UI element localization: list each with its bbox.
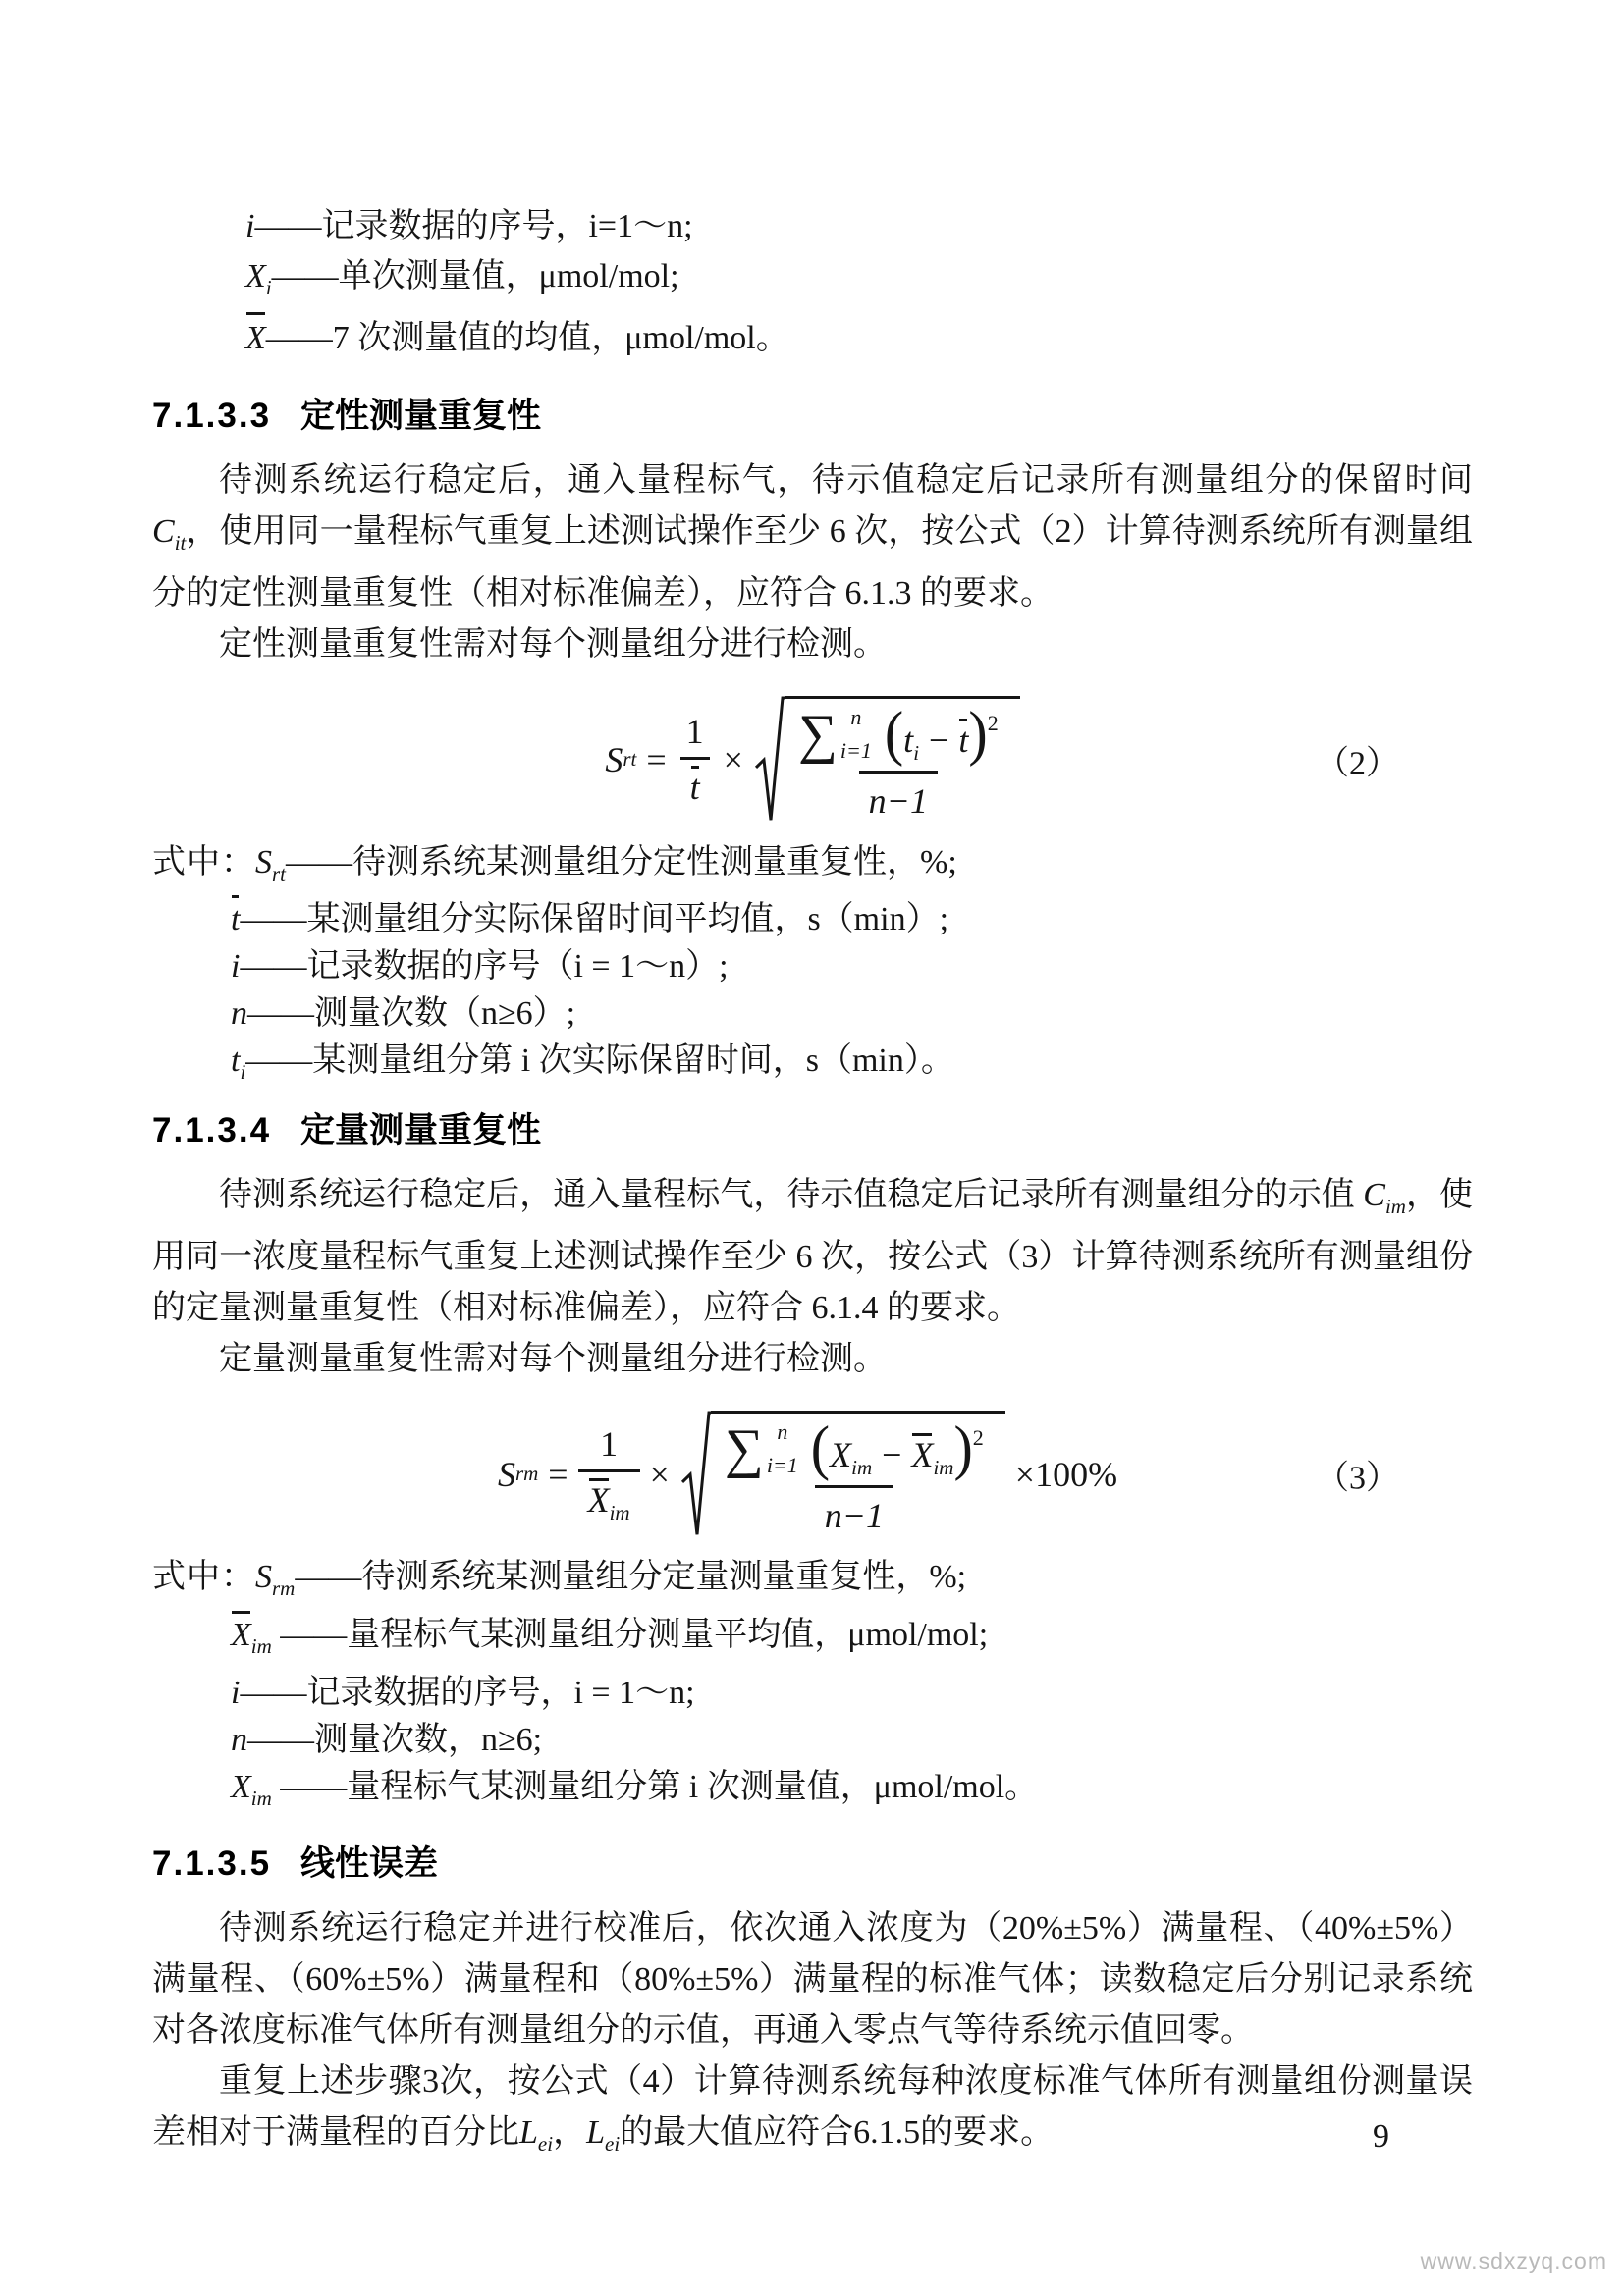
symbol-subscript: i (240, 1060, 246, 1085)
formula-3-definitions (152, 1554, 1473, 1821)
symbol-subscript: i (265, 275, 272, 299)
close-paren: ) (953, 1413, 973, 1482)
var-ti: t (903, 720, 914, 760)
minus-sign: − (882, 1434, 902, 1474)
square-root (681, 1411, 1005, 1538)
paragraph (152, 619, 1473, 670)
times-sign: × (723, 739, 743, 779)
definition-item (152, 1764, 1473, 1822)
definition-item (152, 990, 1473, 1038)
equals-sign: = (548, 1454, 568, 1494)
paragraph-text: 定量测量重复性需对每个测量组分进行检测。 (219, 1340, 887, 1377)
var-t-mean: t (958, 720, 969, 760)
inline-var-Lei: L (586, 2114, 605, 2152)
fraction (677, 711, 714, 808)
summation (797, 703, 872, 765)
fraction-numerator: 1 (600, 1423, 619, 1464)
sum-upper-limit: n (850, 704, 862, 729)
summation-limits (766, 1418, 798, 1477)
fraction (715, 1413, 994, 1536)
inline-var-subscript: im (1384, 1194, 1406, 1218)
symbol-Xim-bar: X (231, 1612, 251, 1659)
var-S-subscript: rm (514, 1462, 539, 1486)
definition-item (152, 1717, 1473, 1764)
paragraph (152, 1170, 1473, 1334)
var-ti-subscript: i (913, 740, 920, 765)
definition-item (152, 943, 1473, 990)
inline-var-Cit: C (152, 512, 175, 550)
definition-text: ——待测系统某测量组分定性测量重复性，%; (286, 843, 957, 881)
symbol-Xim: X (231, 1768, 251, 1805)
paragraph-text: 的最大值应符合6.1.5的要求。 (620, 2114, 1055, 2152)
radical-icon (681, 1411, 711, 1538)
section-number: 7.1.3.3 (152, 396, 272, 435)
radicand (711, 1411, 1005, 1538)
var-S-subscript: rt (623, 747, 637, 772)
section-title: 定量测量重复性 (300, 1111, 542, 1150)
definition-text: ——某测量组分第 i 次实际保留时间，s（min）。 (245, 1042, 954, 1080)
paragraph-text: 待测系统运行稳定后，通入量程标气，待示值稳定后记录所有测量组分的示值 (219, 1177, 1364, 1214)
symbol-subscript: im (250, 1633, 272, 1658)
paragraph-text: 待测系统运行稳定后，通入量程标气，待示值稳定后记录所有测量组分的保留时间 (219, 461, 1473, 499)
paragraph (152, 1334, 1473, 1385)
definition-prefix: 式中： (152, 1558, 255, 1595)
definition-text: ——待测系统某测量组分定量测量重复性，%; (295, 1558, 967, 1595)
section-heading-7135 (152, 1842, 1473, 1886)
symbol-Srm: S (255, 1558, 272, 1595)
symbol-subscript: im (250, 1786, 272, 1810)
equation-number: （3） (1316, 1460, 1399, 1497)
formula-2 (152, 686, 1473, 833)
definition-item (152, 1612, 1473, 1670)
definition-item (152, 201, 1473, 251)
definition-item (152, 313, 1473, 363)
paragraph-text: 待测系统运行稳定并进行校准后，依次通入浓度为（20%±5%）满量程、（40%±5%）满量程、（60%±5%）满量程和（80%±5%）满量程的标准气体；读数稳定后分别记录系统对各浓度标准气体所有测量组分的示值，再通入零点气等待系统示值回零。 (152, 1910, 1473, 2050)
inline-var-subscript: it (174, 530, 187, 555)
fraction (788, 697, 1008, 822)
minus-sign: − (929, 720, 949, 760)
definition-item (152, 839, 1473, 897)
definition-text: ——记录数据的序号，i=1～n; (254, 208, 693, 244)
var-Xim-mean-subscript: im (933, 1456, 954, 1480)
symbol-i: i (231, 1674, 241, 1711)
square-root (755, 696, 1020, 824)
fraction-numerator (715, 1413, 994, 1485)
symbol-subscript: rm (272, 1575, 296, 1600)
paragraph-text: 定性测量重复性需对每个测量组分进行检测。 (219, 625, 887, 663)
inline-var-Cim: C (1363, 1177, 1385, 1214)
fraction-numerator (788, 697, 1008, 771)
page-content (152, 201, 1473, 2169)
section-heading-7133 (152, 395, 1473, 438)
paragraph (152, 1903, 1473, 2056)
sum-lower-limit: i=1 (839, 737, 872, 763)
equals-sign: = (646, 739, 667, 779)
sum-upper-limit: n (777, 1418, 788, 1444)
section-title: 线性误差 (300, 1844, 439, 1884)
var-S: S (497, 1454, 515, 1494)
symbol-i: i (231, 948, 241, 986)
var-Xim: X (830, 1434, 852, 1474)
formula-2-definitions (152, 839, 1473, 1096)
equation-2 (605, 696, 1019, 824)
paragraph-text: ，使用同一量程标气重复上述测试操作至少 6 次，按公式（2）计算待测系统所有测量组分的定性测量重复性（相对标准偏差），应符合 6.1.3 的要求。 (152, 512, 1473, 612)
fraction-denominator: n−1 (859, 771, 938, 822)
fraction-denominator: n−1 (815, 1485, 893, 1536)
sigma-icon: ∑ (724, 1417, 764, 1479)
watermark: www.sdxzyq.com (1420, 2248, 1607, 2273)
fraction-denominator (680, 757, 710, 808)
summation (724, 1417, 798, 1479)
section-number: 7.1.3.5 (152, 1844, 272, 1884)
definition-item (152, 1038, 1473, 1095)
inline-var-Lei: L (519, 2114, 538, 2152)
symbol-n: n (231, 995, 247, 1033)
open-paren: ( (810, 1413, 831, 1482)
symbol-ti: t (231, 1042, 241, 1080)
fraction (578, 1423, 640, 1525)
paragraph-text: 重复上述步骤3次，按公式（4）计算待测系统每种浓度标准气体所有测量组份测量误差相对于满量程的百分比 (152, 2063, 1473, 2152)
var-X-subscript: im (609, 1501, 630, 1525)
section-title: 定性测量重复性 (300, 396, 542, 435)
times-100-percent: ×100% (1014, 1454, 1118, 1494)
symbol-Xbar: X (245, 313, 266, 363)
definition-prefix: 式中： (152, 843, 255, 881)
definition-text: ——7 次测量值的均值，μmol/mol。 (265, 319, 789, 356)
equation-number: （2） (1316, 745, 1399, 782)
paragraph-text: ，使用同一浓度量程标气重复上述测试操作至少 6 次，按公式（3）计算待测系统所有测量组份的定量测量重复性（相对标准偏差），应符合 6.1.4 的要求。 (152, 1177, 1474, 1326)
equation-3 (498, 1411, 1127, 1538)
page-number: 9 (1373, 2118, 1389, 2155)
definition-item (152, 251, 1473, 313)
var-Xim-subscript: im (851, 1456, 873, 1480)
section-heading-7134 (152, 1109, 1473, 1152)
paragraph-text: ， (553, 2114, 587, 2152)
radicand (785, 696, 1020, 824)
definition-item (152, 1670, 1473, 1717)
fraction-denominator (578, 1469, 640, 1525)
symbol-Srt: S (255, 843, 272, 881)
var-S: S (605, 739, 623, 779)
definition-text: ——单次测量值，μmol/mol; (271, 258, 679, 294)
section-number: 7.1.3.4 (152, 1111, 272, 1150)
definition-text: ——某测量组分实际保留时间平均值，s（min）; (240, 901, 949, 938)
fraction-numerator: 1 (685, 712, 704, 752)
symbol-n: n (231, 1721, 247, 1758)
var-Xim-mean: X (911, 1434, 934, 1474)
definition-text: ——记录数据的序号（i = 1～n）; (240, 948, 729, 986)
symbol-Xi: X (245, 258, 266, 294)
var-X-mean: X (587, 1479, 610, 1520)
radical-icon (755, 696, 785, 824)
paragraph (152, 2056, 1473, 2169)
sum-lower-limit: i=1 (766, 1452, 798, 1477)
summation-limits (839, 704, 872, 763)
definition-text: ——记录数据的序号，i = 1～n; (240, 1674, 695, 1711)
intro-definition-list (152, 201, 1473, 363)
open-paren: ( (884, 697, 904, 768)
symbol-tbar: t (231, 896, 240, 943)
inline-var-subscript: ei (605, 2132, 621, 2157)
formula-3 (152, 1401, 1473, 1548)
definition-text: ——量程标气某测量组分第 i 次测量值，μmol/mol。 (271, 1768, 1039, 1805)
definition-text: ——量程标气某测量组分测量平均值，μmol/mol; (271, 1616, 989, 1653)
times-sign: × (649, 1454, 670, 1494)
symbol-subscript: rt (272, 861, 287, 885)
definition-text: ——测量次数（n≥6）; (247, 995, 576, 1033)
inline-var-subscript: ei (537, 2132, 554, 2157)
exponent: 2 (987, 710, 999, 735)
sigma-icon: ∑ (797, 703, 838, 765)
definition-text: ——测量次数，n≥6; (247, 1721, 543, 1758)
paragraph (152, 455, 1473, 619)
exponent: 2 (972, 1424, 984, 1450)
definition-item (152, 1554, 1473, 1612)
close-paren: ) (968, 697, 988, 768)
var-t-bar: t (689, 768, 700, 808)
definition-item (152, 896, 1473, 943)
symbol-i: i (245, 208, 255, 244)
